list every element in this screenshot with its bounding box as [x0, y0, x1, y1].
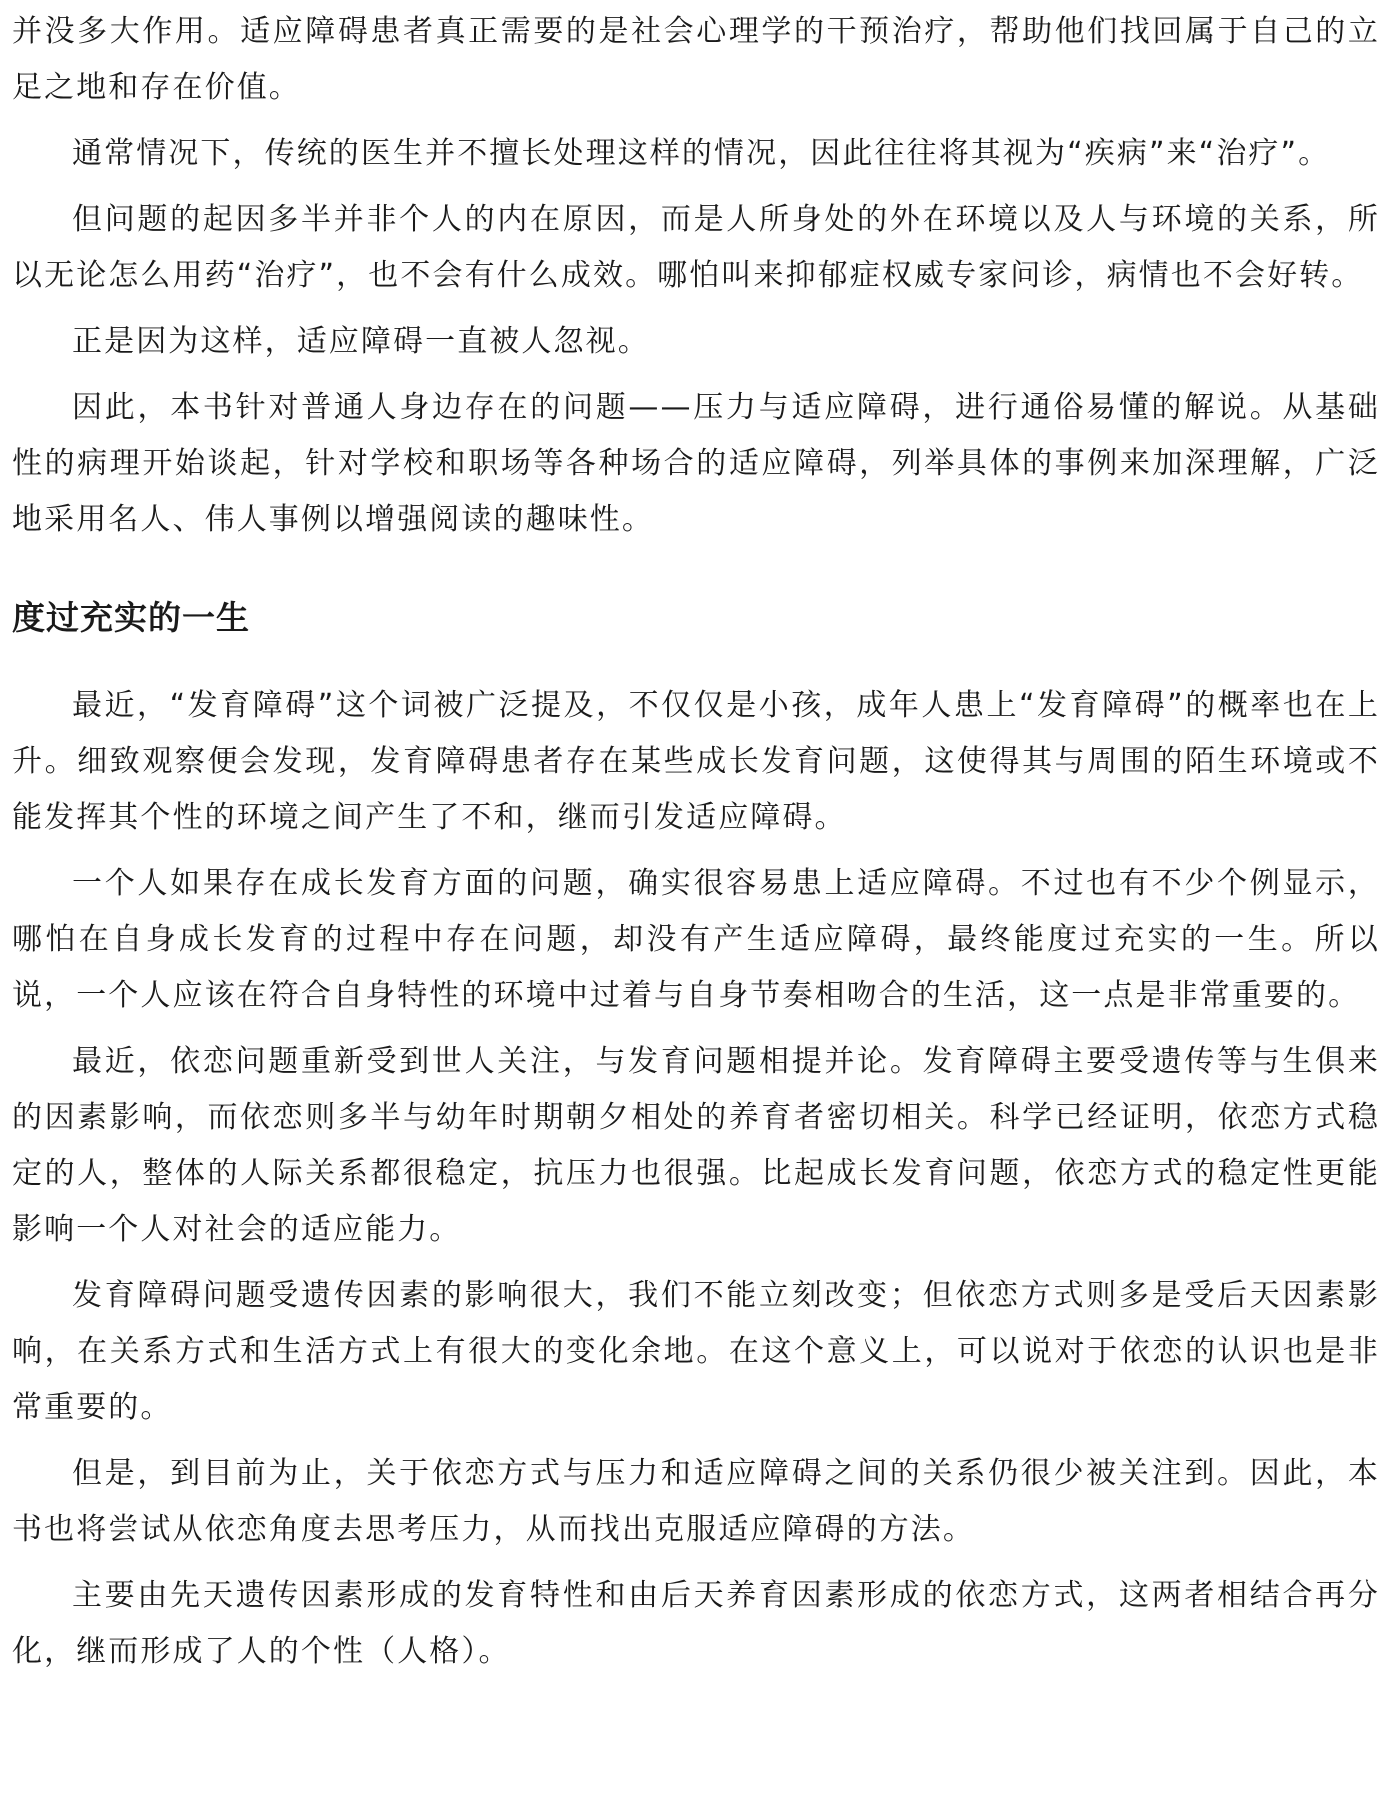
paragraph: 但是，到目前为止，关于依恋方式与压力和适应障碍之间的关系仍很少被关注到。因此，本书也将尝试从依恋角度去思考压力，从而找出克服适应障碍的方法。	[12, 1456, 1380, 1547]
paragraph: 但问题的起因多半并非个人的内在原因，而是人所身处的外在环境以及人与环境的关系，所以无论怎么用药“治疗”，也不会有什么成效。哪怕叫来抑郁症权威专家问诊，病情也不会好转。	[12, 202, 1380, 293]
document-page	[12, 0, 1380, 1680]
paragraph: 正是因为这样，适应障碍一直被人忽视。	[72, 324, 650, 359]
paragraph: 最近，“发育障碍”这个词被广泛提及，不仅仅是小孩，成年人患上“发育障碍”的概率也在上升。细致观察便会发现，发育障碍患者存在某些成长发育问题，这使得其与周围的陌生环境或不能发挥其个性的环境之间产生了不和，继而引发适应障碍。	[12, 688, 1380, 835]
paragraph: 通常情况下，传统的医生并不擅长处理这样的情况，因此往往将其视为“疾病”来“治疗”。	[72, 136, 1331, 171]
paragraph: 最近，依恋问题重新受到世人关注，与发育问题相提并论。发育障碍主要受遗传等与生俱来的因素影响，而依恋则多半与幼年时期朝夕相处的养育者密切相关。科学已经证明，依恋方式稳定的人，整体的人际关系都很稳定，抗压力也很强。比起成长发育问题，依恋方式的稳定性更能影响一个人对社会的适应能力。	[12, 1044, 1380, 1247]
paragraph: 并没多大作用。适应障碍患者真正需要的是社会心理学的干预治疗，帮助他们找回属于自己的立足之地和存在价值。	[12, 14, 1380, 105]
paragraph: 一个人如果存在成长发育方面的问题，确实很容易患上适应障碍。不过也有不少个例显示，哪怕在自身成长发育的过程中存在问题，却没有产生适应障碍，最终能度过充实的一生。所以说，一个人应该在符合自身特性的环境中过着与自身节奏相吻合的生活，这一点是非常重要的。	[12, 866, 1380, 1013]
section-heading: 度过充实的一生	[12, 598, 250, 637]
paragraph: 主要由先天遗传因素形成的发育特性和由后天养育因素形成的依恋方式，这两者相结合再分化，继而形成了人的个性（人格）。	[12, 1578, 1380, 1669]
paragraph: 发育障碍问题受遗传因素的影响很大，我们不能立刻改变；但依恋方式则多是受后天因素影响，在关系方式和生活方式上有很大的变化余地。在这个意义上，可以说对于依恋的认识也是非常重要的。	[12, 1278, 1380, 1425]
paragraph: 因此，本书针对普通人身边存在的问题——压力与适应障碍，进行通俗易懂的解说。从基础性的病理开始谈起，针对学校和职场等各种场合的适应障碍，列举具体的事例来加深理解，广泛地采用名人、伟人事例以增强阅读的趣味性。	[12, 390, 1380, 537]
